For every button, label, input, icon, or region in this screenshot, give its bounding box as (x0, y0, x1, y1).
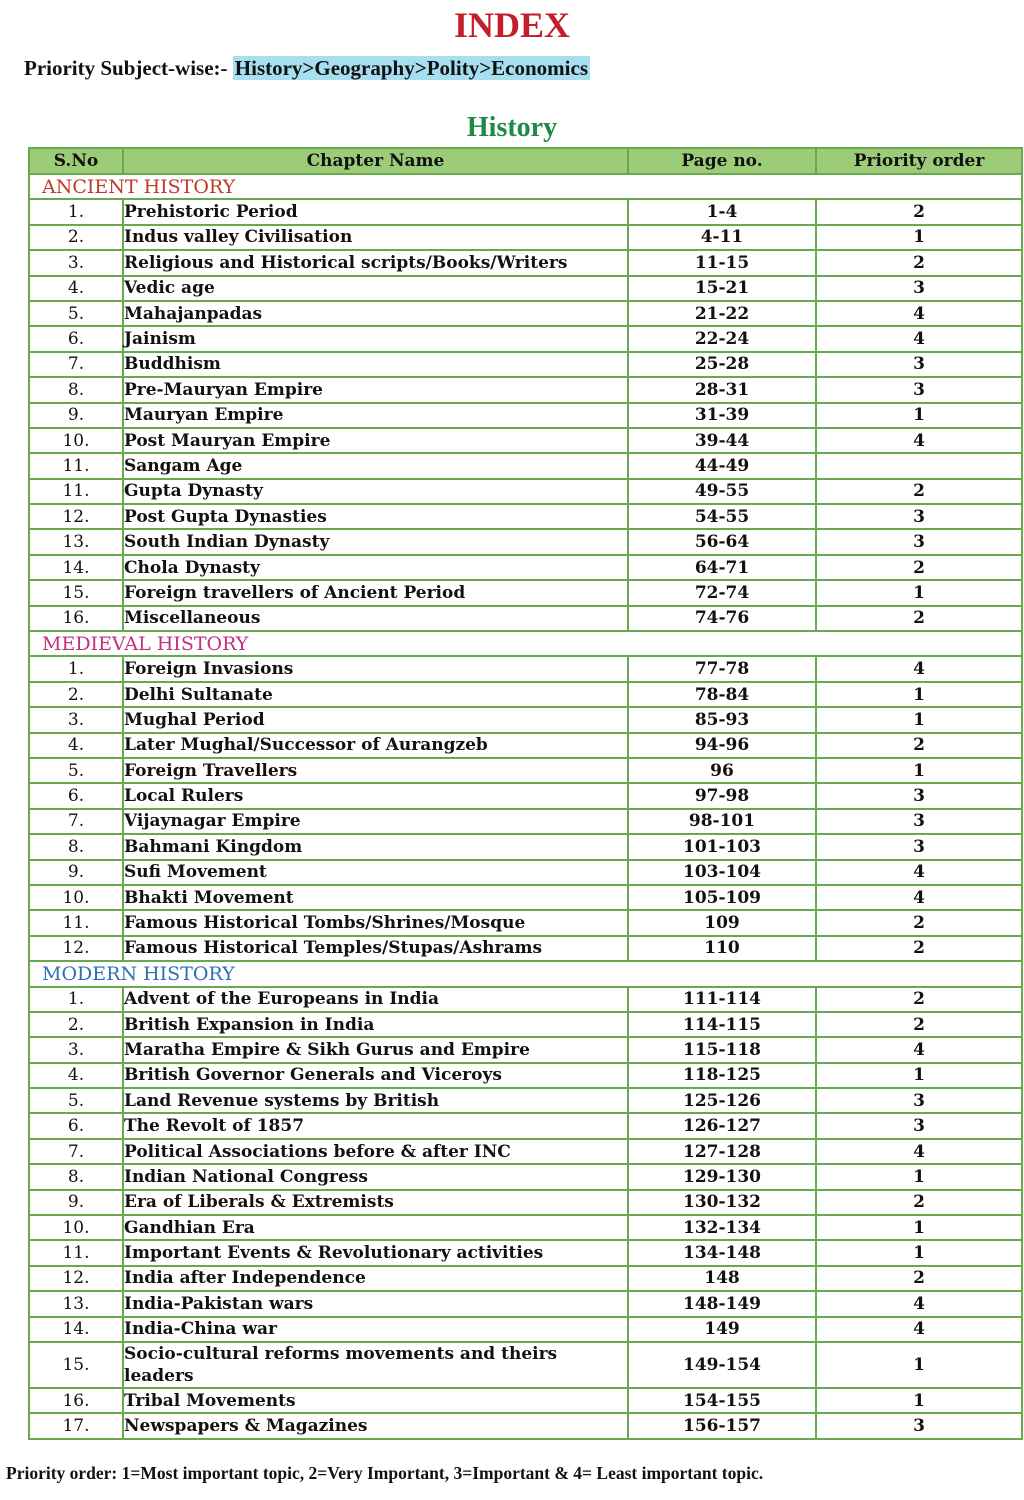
row-sno: 16. (29, 1388, 123, 1413)
row-page-no: 148 (628, 1266, 816, 1291)
row-priority: 4 (816, 428, 1022, 453)
table-row (29, 199, 1022, 224)
row-priority: 2 (816, 987, 1022, 1012)
row-sno: 10. (29, 428, 123, 453)
row-page-no: 39-44 (628, 428, 816, 453)
row-priority: 3 (816, 1113, 1022, 1138)
row-sno: 12. (29, 504, 123, 529)
row-chapter-name: Political Associations before & after INC (123, 1139, 628, 1164)
row-chapter-name: Indus valley Civilisation (123, 225, 628, 250)
row-chapter-name: Important Events & Revolutionary activities (123, 1240, 628, 1265)
table-row (29, 504, 1022, 529)
row-chapter-name: Prehistoric Period (123, 199, 628, 224)
table-row (29, 910, 1022, 935)
row-page-no: 156-157 (628, 1413, 816, 1438)
row-sno: 6. (29, 783, 123, 808)
header-page-no: Page no. (628, 148, 816, 174)
row-priority: 4 (816, 860, 1022, 885)
row-page-no: 78-84 (628, 682, 816, 707)
row-sno: 3. (29, 250, 123, 275)
table-row (29, 1164, 1022, 1189)
row-sno: 13. (29, 529, 123, 554)
row-page-no: 103-104 (628, 860, 816, 885)
row-sno: 5. (29, 758, 123, 783)
row-chapter-name: Local Rulers (123, 783, 628, 808)
row-chapter-name: Foreign Travellers (123, 758, 628, 783)
row-page-no: 118-125 (628, 1063, 816, 1088)
row-page-no: 149-154 (628, 1342, 816, 1388)
table-row (29, 1342, 1022, 1388)
row-page-no: 44-49 (628, 453, 816, 478)
row-page-no: 105-109 (628, 885, 816, 910)
row-priority: 3 (816, 834, 1022, 859)
row-priority: 4 (816, 326, 1022, 351)
row-page-no: 54-55 (628, 504, 816, 529)
table-row (29, 1113, 1022, 1138)
row-sno: 7. (29, 809, 123, 834)
row-sno: 3. (29, 1037, 123, 1062)
row-chapter-name: Sufi Movement (123, 860, 628, 885)
row-priority: 2 (816, 1266, 1022, 1291)
row-priority: 1 (816, 580, 1022, 605)
row-priority: 3 (816, 352, 1022, 377)
row-page-no: 129-130 (628, 1164, 816, 1189)
row-sno: 12. (29, 936, 123, 961)
table-row (29, 276, 1022, 301)
row-page-no: 28-31 (628, 377, 816, 402)
row-priority: 2 (816, 555, 1022, 580)
table-row (29, 250, 1022, 275)
row-chapter-name: South Indian Dynasty (123, 529, 628, 554)
row-page-no: 126-127 (628, 1113, 816, 1138)
table-row (29, 1413, 1022, 1438)
row-chapter-name: Mahajanpadas (123, 301, 628, 326)
row-priority: 2 (816, 199, 1022, 224)
subject-priority-label: Priority Subject-wise:- (24, 56, 233, 80)
row-priority: 3 (816, 809, 1022, 834)
row-chapter-name: Pre-Mauryan Empire (123, 377, 628, 402)
row-chapter-name: Miscellaneous (123, 606, 628, 631)
table-row (29, 403, 1022, 428)
row-priority: 1 (816, 1063, 1022, 1088)
section-subtitle: History (466, 112, 558, 143)
row-sno: 3. (29, 707, 123, 732)
page-title: INDEX (453, 5, 570, 45)
table-row (29, 860, 1022, 885)
row-priority: 3 (816, 529, 1022, 554)
table-row (29, 682, 1022, 707)
row-sno: 17. (29, 1413, 123, 1438)
row-chapter-name: Foreign Invasions (123, 656, 628, 681)
row-priority: 4 (816, 656, 1022, 681)
table-row (29, 1240, 1022, 1265)
section-header-row (29, 631, 1022, 656)
row-page-no: 25-28 (628, 352, 816, 377)
row-priority: 4 (816, 1139, 1022, 1164)
row-priority: 3 (816, 504, 1022, 529)
row-priority: 3 (816, 783, 1022, 808)
row-page-no: 77-78 (628, 656, 816, 681)
header-chapter-name: Chapter Name (123, 148, 628, 174)
table-row (29, 377, 1022, 402)
table-row (29, 656, 1022, 681)
row-priority: 1 (816, 758, 1022, 783)
row-priority: 1 (816, 1342, 1022, 1388)
row-sno: 10. (29, 1215, 123, 1240)
row-sno: 8. (29, 1164, 123, 1189)
row-sno: 6. (29, 1113, 123, 1138)
row-chapter-name: Religious and Historical scripts/Books/Writers (123, 250, 628, 275)
row-chapter-name: Jainism (123, 326, 628, 351)
row-sno: 11. (29, 453, 123, 478)
row-chapter-name: Famous Historical Temples/Stupas/Ashrams (123, 936, 628, 961)
table-row (29, 225, 1022, 250)
table-row (29, 1088, 1022, 1113)
row-priority: 1 (816, 225, 1022, 250)
row-chapter-name: Mauryan Empire (123, 403, 628, 428)
row-priority (816, 453, 1022, 478)
row-priority: 4 (816, 301, 1022, 326)
table-row (29, 529, 1022, 554)
row-chapter-name: Buddhism (123, 352, 628, 377)
row-chapter-name: Vedic age (123, 276, 628, 301)
row-sno: 9. (29, 403, 123, 428)
row-priority: 2 (816, 479, 1022, 504)
row-sno: 1. (29, 987, 123, 1012)
table-row (29, 606, 1022, 631)
table-row (29, 428, 1022, 453)
row-sno: 4. (29, 276, 123, 301)
section-heading: MEDIEVAL HISTORY (29, 631, 1022, 656)
row-priority: 4 (816, 1317, 1022, 1342)
row-priority: 3 (816, 1088, 1022, 1113)
table-row (29, 1012, 1022, 1037)
row-chapter-name: Maratha Empire & Sikh Gurus and Empire (123, 1037, 628, 1062)
row-chapter-name: Land Revenue systems by British (123, 1088, 628, 1113)
row-chapter-name: Bahmani Kingdom (123, 834, 628, 859)
row-sno: 4. (29, 1063, 123, 1088)
row-page-no: 149 (628, 1317, 816, 1342)
row-priority: 1 (816, 707, 1022, 732)
table-row (29, 936, 1022, 961)
row-priority: 4 (816, 1037, 1022, 1062)
row-sno: 9. (29, 860, 123, 885)
row-priority: 2 (816, 1012, 1022, 1037)
row-page-no: 1-4 (628, 199, 816, 224)
row-page-no: 98-101 (628, 809, 816, 834)
subject-priority-sequence: History>Geography>Polity>Economics (234, 56, 588, 80)
row-sno: 11. (29, 1240, 123, 1265)
table-row (29, 987, 1022, 1012)
row-chapter-name: Gupta Dynasty (123, 479, 628, 504)
row-page-no: 11-15 (628, 250, 816, 275)
row-sno: 5. (29, 301, 123, 326)
row-chapter-name: Vijaynagar Empire (123, 809, 628, 834)
row-priority: 1 (816, 1164, 1022, 1189)
row-priority: 2 (816, 910, 1022, 935)
row-priority: 1 (816, 1240, 1022, 1265)
row-priority: 4 (816, 1291, 1022, 1316)
row-sno: 16. (29, 606, 123, 631)
row-chapter-name: Sangam Age (123, 453, 628, 478)
table-header-row (29, 148, 1022, 174)
row-page-no: 31-39 (628, 403, 816, 428)
row-chapter-name: Chola Dynasty (123, 555, 628, 580)
table-row (29, 1215, 1022, 1240)
row-sno: 10. (29, 885, 123, 910)
row-page-no: 56-64 (628, 529, 816, 554)
table-row (29, 809, 1022, 834)
row-chapter-name: Socio-cultural reforms movements and theirs leaders (123, 1342, 628, 1388)
row-priority: 3 (816, 377, 1022, 402)
row-page-no: 72-74 (628, 580, 816, 605)
table-row (29, 707, 1022, 732)
row-sno: 5. (29, 1088, 123, 1113)
table-row (29, 1388, 1022, 1413)
row-chapter-name: India-Pakistan wars (123, 1291, 628, 1316)
table-row (29, 1063, 1022, 1088)
table-row (29, 580, 1022, 605)
row-sno: 2. (29, 225, 123, 250)
row-page-no: 101-103 (628, 834, 816, 859)
row-chapter-name: Post Gupta Dynasties (123, 504, 628, 529)
row-page-no: 125-126 (628, 1088, 816, 1113)
row-page-no: 74-76 (628, 606, 816, 631)
table-row (29, 733, 1022, 758)
row-priority: 2 (816, 606, 1022, 631)
row-chapter-name: British Expansion in India (123, 1012, 628, 1037)
section-header-row (29, 174, 1022, 199)
row-page-no: 97-98 (628, 783, 816, 808)
row-chapter-name: The Revolt of 1857 (123, 1113, 628, 1138)
row-page-no: 127-128 (628, 1139, 816, 1164)
row-priority: 2 (816, 936, 1022, 961)
row-sno: 7. (29, 352, 123, 377)
row-chapter-name: British Governor Generals and Viceroys (123, 1063, 628, 1088)
row-chapter-name: Delhi Sultanate (123, 682, 628, 707)
row-sno: 1. (29, 199, 123, 224)
table-row (29, 453, 1022, 478)
row-chapter-name: Mughal Period (123, 707, 628, 732)
row-chapter-name: Post Mauryan Empire (123, 428, 628, 453)
row-chapter-name: India after Independence (123, 1266, 628, 1291)
index-table-body (29, 174, 1022, 1439)
row-priority: 2 (816, 1190, 1022, 1215)
row-page-no: 85-93 (628, 707, 816, 732)
row-chapter-name: Tribal Movements (123, 1388, 628, 1413)
table-row (29, 1291, 1022, 1316)
header-priority-order: Priority order (816, 148, 1022, 174)
row-page-no: 94-96 (628, 733, 816, 758)
row-page-no: 49-55 (628, 479, 816, 504)
row-sno: 11. (29, 479, 123, 504)
row-priority: 3 (816, 1413, 1022, 1438)
row-page-no: 64-71 (628, 555, 816, 580)
row-priority: 1 (816, 1215, 1022, 1240)
row-chapter-name: Era of Liberals & Extremists (123, 1190, 628, 1215)
row-page-no: 115-118 (628, 1037, 816, 1062)
row-page-no: 111-114 (628, 987, 816, 1012)
row-priority: 1 (816, 682, 1022, 707)
row-page-no: 114-115 (628, 1012, 816, 1037)
row-sno: 12. (29, 1266, 123, 1291)
row-sno: 1. (29, 656, 123, 681)
row-page-no: 148-149 (628, 1291, 816, 1316)
row-chapter-name: Advent of the Europeans in India (123, 987, 628, 1012)
row-priority: 4 (816, 885, 1022, 910)
row-sno: 13. (29, 1291, 123, 1316)
row-page-no: 154-155 (628, 1388, 816, 1413)
table-row (29, 326, 1022, 351)
table-row (29, 1037, 1022, 1062)
section-header-row (29, 961, 1022, 986)
row-page-no: 110 (628, 936, 816, 961)
row-chapter-name: Foreign travellers of Ancient Period (123, 580, 628, 605)
row-chapter-name: Gandhian Era (123, 1215, 628, 1240)
row-sno: 14. (29, 555, 123, 580)
row-sno: 9. (29, 1190, 123, 1215)
row-sno: 8. (29, 377, 123, 402)
table-row (29, 1266, 1022, 1291)
row-chapter-name: Newspapers & Magazines (123, 1413, 628, 1438)
row-chapter-name: Famous Historical Tombs/Shrines/Mosque (123, 910, 628, 935)
table-row (29, 555, 1022, 580)
row-chapter-name: Bhakti Movement (123, 885, 628, 910)
row-sno: 11. (29, 910, 123, 935)
row-page-no: 134-148 (628, 1240, 816, 1265)
row-sno: 15. (29, 1342, 123, 1388)
section-heading: ANCIENT HISTORY (29, 174, 1022, 199)
table-row (29, 834, 1022, 859)
row-sno: 6. (29, 326, 123, 351)
table-row (29, 301, 1022, 326)
row-page-no: 132-134 (628, 1215, 816, 1240)
row-chapter-name: Later Mughal/Successor of Aurangzeb (123, 733, 628, 758)
row-priority: 2 (816, 733, 1022, 758)
row-chapter-name: Indian National Congress (123, 1164, 628, 1189)
row-sno: 7. (29, 1139, 123, 1164)
table-row (29, 352, 1022, 377)
row-page-no: 21-22 (628, 301, 816, 326)
row-page-no: 109 (628, 910, 816, 935)
subject-priority-line (24, 56, 590, 81)
row-priority: 1 (816, 403, 1022, 428)
row-sno: 4. (29, 733, 123, 758)
row-sno: 14. (29, 1317, 123, 1342)
row-sno: 15. (29, 580, 123, 605)
row-chapter-name: India-China war (123, 1317, 628, 1342)
row-page-no: 15-21 (628, 276, 816, 301)
row-page-no: 22-24 (628, 326, 816, 351)
priority-footnote: Priority order: 1=Most important topic, 2=Very Important, 3=Important & 4= Least important topic. (6, 1463, 764, 1483)
row-sno: 8. (29, 834, 123, 859)
table-row (29, 758, 1022, 783)
row-sno: 2. (29, 682, 123, 707)
row-priority: 3 (816, 276, 1022, 301)
table-row (29, 885, 1022, 910)
table-row (29, 479, 1022, 504)
row-priority: 1 (816, 1388, 1022, 1413)
row-page-no: 96 (628, 758, 816, 783)
table-row (29, 783, 1022, 808)
row-sno: 2. (29, 1012, 123, 1037)
header-sno: S.No (29, 148, 123, 174)
row-priority: 2 (816, 250, 1022, 275)
table-row (29, 1317, 1022, 1342)
index-table (28, 147, 1023, 1440)
row-page-no: 4-11 (628, 225, 816, 250)
table-row (29, 1139, 1022, 1164)
section-heading: MODERN HISTORY (29, 961, 1022, 986)
table-row (29, 1190, 1022, 1215)
row-page-no: 130-132 (628, 1190, 816, 1215)
